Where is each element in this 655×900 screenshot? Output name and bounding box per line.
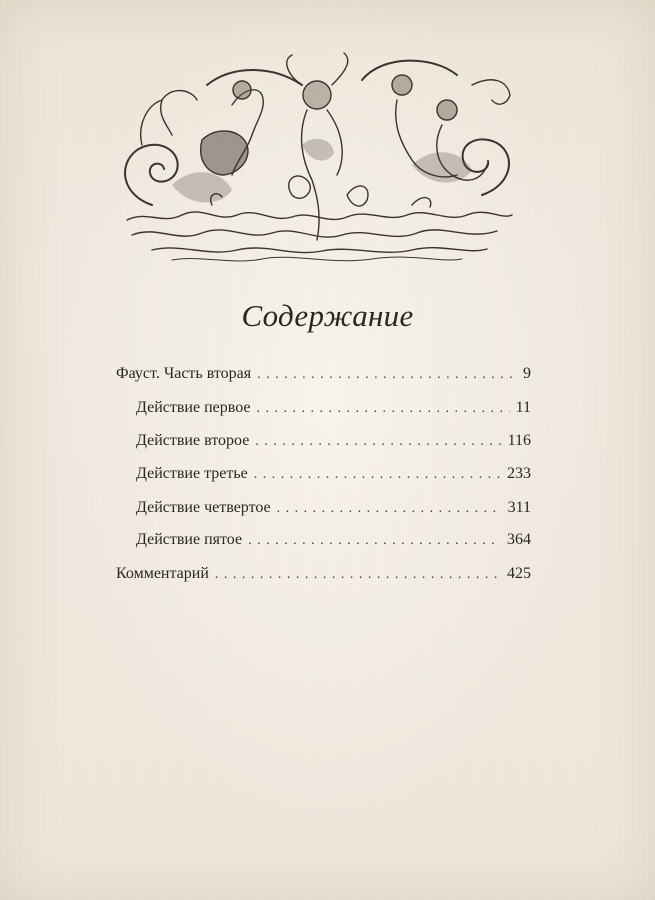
toc-entry-label: Действие третье: [136, 465, 248, 482]
toc-page-number: 116: [507, 432, 531, 449]
toc-page-number: 9: [523, 365, 531, 382]
toc-entry-act-two[interactable]: [136, 431, 531, 452]
toc-entry-label: Комментарий: [116, 565, 209, 582]
toc-entry-label: Фауст. Часть вторая: [116, 365, 252, 382]
leader-dots: [248, 531, 501, 551]
toc-entry-label: Действие пятое: [136, 531, 243, 548]
leader-dots: [257, 399, 510, 419]
toc-entry-act-five[interactable]: [136, 530, 531, 551]
toc-page-number: 364: [507, 531, 531, 548]
leader-dots: [257, 365, 517, 385]
contents-heading: Содержание: [241, 298, 414, 333]
toc-entry-label: Действие второе: [136, 432, 250, 449]
toc-entry-act-four[interactable]: [136, 498, 531, 519]
toc-page-number: 425: [507, 565, 531, 582]
toc-entry-faust-part-two[interactable]: [116, 364, 531, 385]
toc-page-number: 311: [507, 499, 531, 516]
leader-dots: [215, 565, 501, 585]
engraving-illustration: [112, 45, 520, 275]
leader-dots: [277, 499, 502, 519]
toc-entry-commentary[interactable]: [116, 564, 531, 585]
toc-entry-act-three[interactable]: [136, 464, 531, 485]
toc-page-number: 233: [507, 465, 531, 482]
toc-entry-act-one[interactable]: [136, 398, 531, 419]
leader-dots: [254, 465, 501, 485]
toc-entry-label: Действие первое: [136, 399, 251, 416]
leader-dots: [255, 432, 501, 452]
toc-page-number: 11: [515, 399, 531, 416]
toc-entry-label: Действие четвертое: [136, 499, 271, 516]
